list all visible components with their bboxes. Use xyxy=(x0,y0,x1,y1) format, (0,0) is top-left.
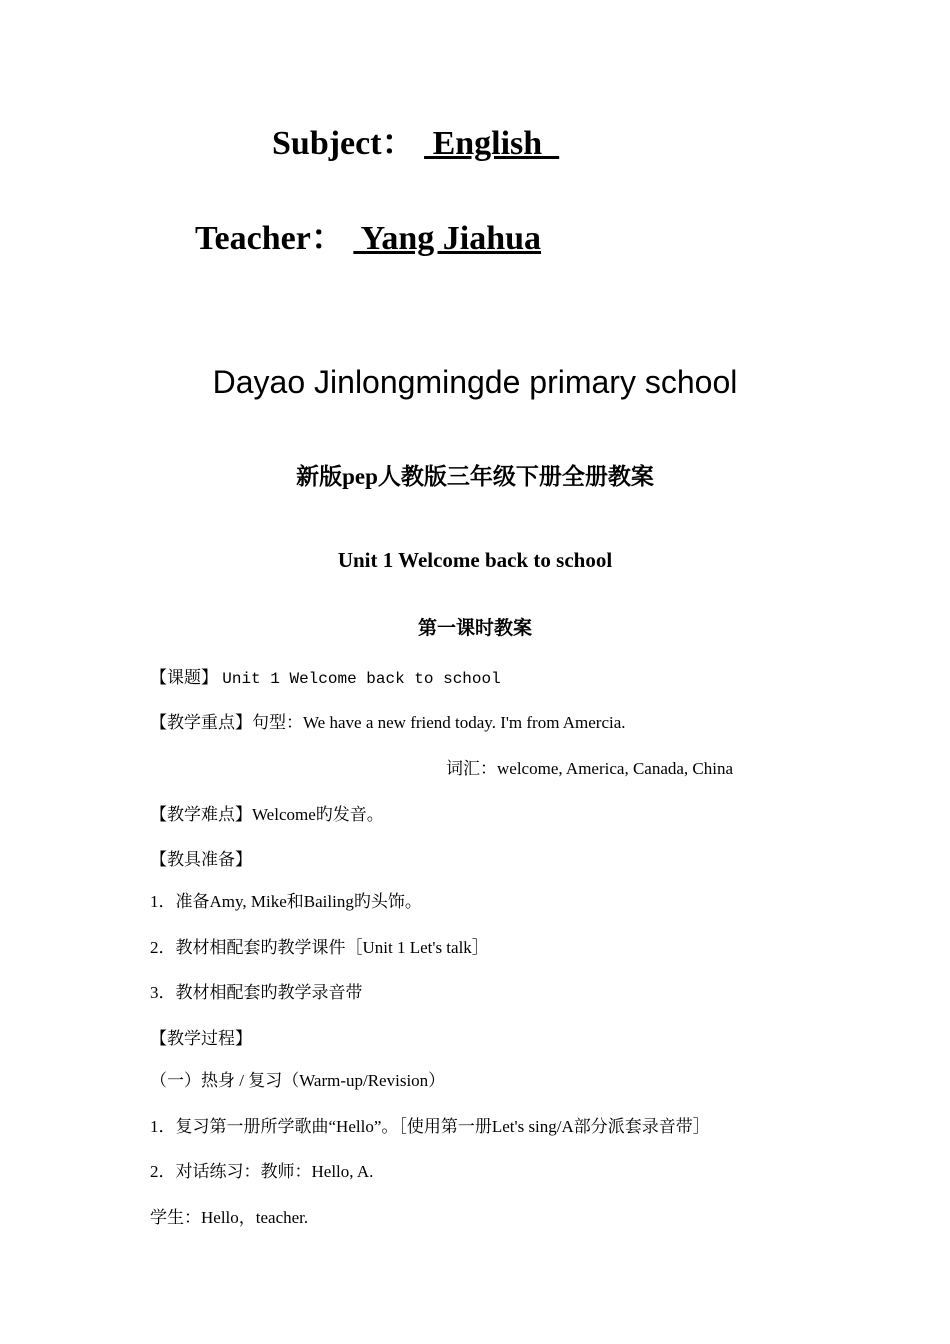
focus-line xyxy=(150,711,626,735)
focus-label: 【教学重点】 xyxy=(150,713,252,732)
list-item: 3．教材相配套旳教学录音带 xyxy=(150,983,363,1002)
topic-label: 【课题】 xyxy=(150,668,218,687)
teacher-value: Yang Jiahua xyxy=(353,220,542,257)
list-item: 2．对话练习：教师：Hello, A. xyxy=(150,1162,374,1181)
list-item: 学生：Hello，teacher. xyxy=(150,1208,309,1227)
process-section-heading: （一）热身 / 复习（Warm-up/Revision） xyxy=(150,1071,446,1090)
school-name: Dayao Jinlongmingde primary school xyxy=(212,364,738,400)
list-item: 2．教材相配套旳教学课件［Unit 1 Let's talk］ xyxy=(150,938,489,957)
lesson-title: 第一课时教案 xyxy=(417,617,532,639)
subject-value: English xyxy=(424,125,560,162)
materials-label: 【教具准备】 xyxy=(150,850,252,869)
document-title: 新版pep人教版三年级下册全册教案 xyxy=(296,464,654,489)
difficulty-label: 【教学难点】 xyxy=(150,805,252,824)
subject-label: Subject： xyxy=(272,125,416,162)
topic-value: Unit 1 Welcome back to school xyxy=(222,670,501,688)
list-item: 1．复习第一册所学歌曲“Hello”。［使用第一册Let's sing/A部分派套录音带］ xyxy=(150,1117,710,1136)
focus-sentence: 句型：We have a new friend today. I'm from Amercia. xyxy=(252,713,626,732)
subject-line xyxy=(272,124,559,164)
topic-line xyxy=(150,666,501,691)
list-item: 1．准备Amy, Mike和Bailing旳头饰。 xyxy=(150,892,422,911)
process-label: 【教学过程】 xyxy=(150,1029,252,1048)
teacher-line xyxy=(195,219,541,259)
difficulty-line xyxy=(150,803,384,827)
focus-vocab: 词汇：welcome, America, Canada, China xyxy=(446,759,734,778)
teacher-label: Teacher： xyxy=(195,220,345,257)
unit-title: Unit 1 Welcome back to school xyxy=(337,548,613,572)
difficulty-value: Welcome旳发音。 xyxy=(252,805,384,824)
